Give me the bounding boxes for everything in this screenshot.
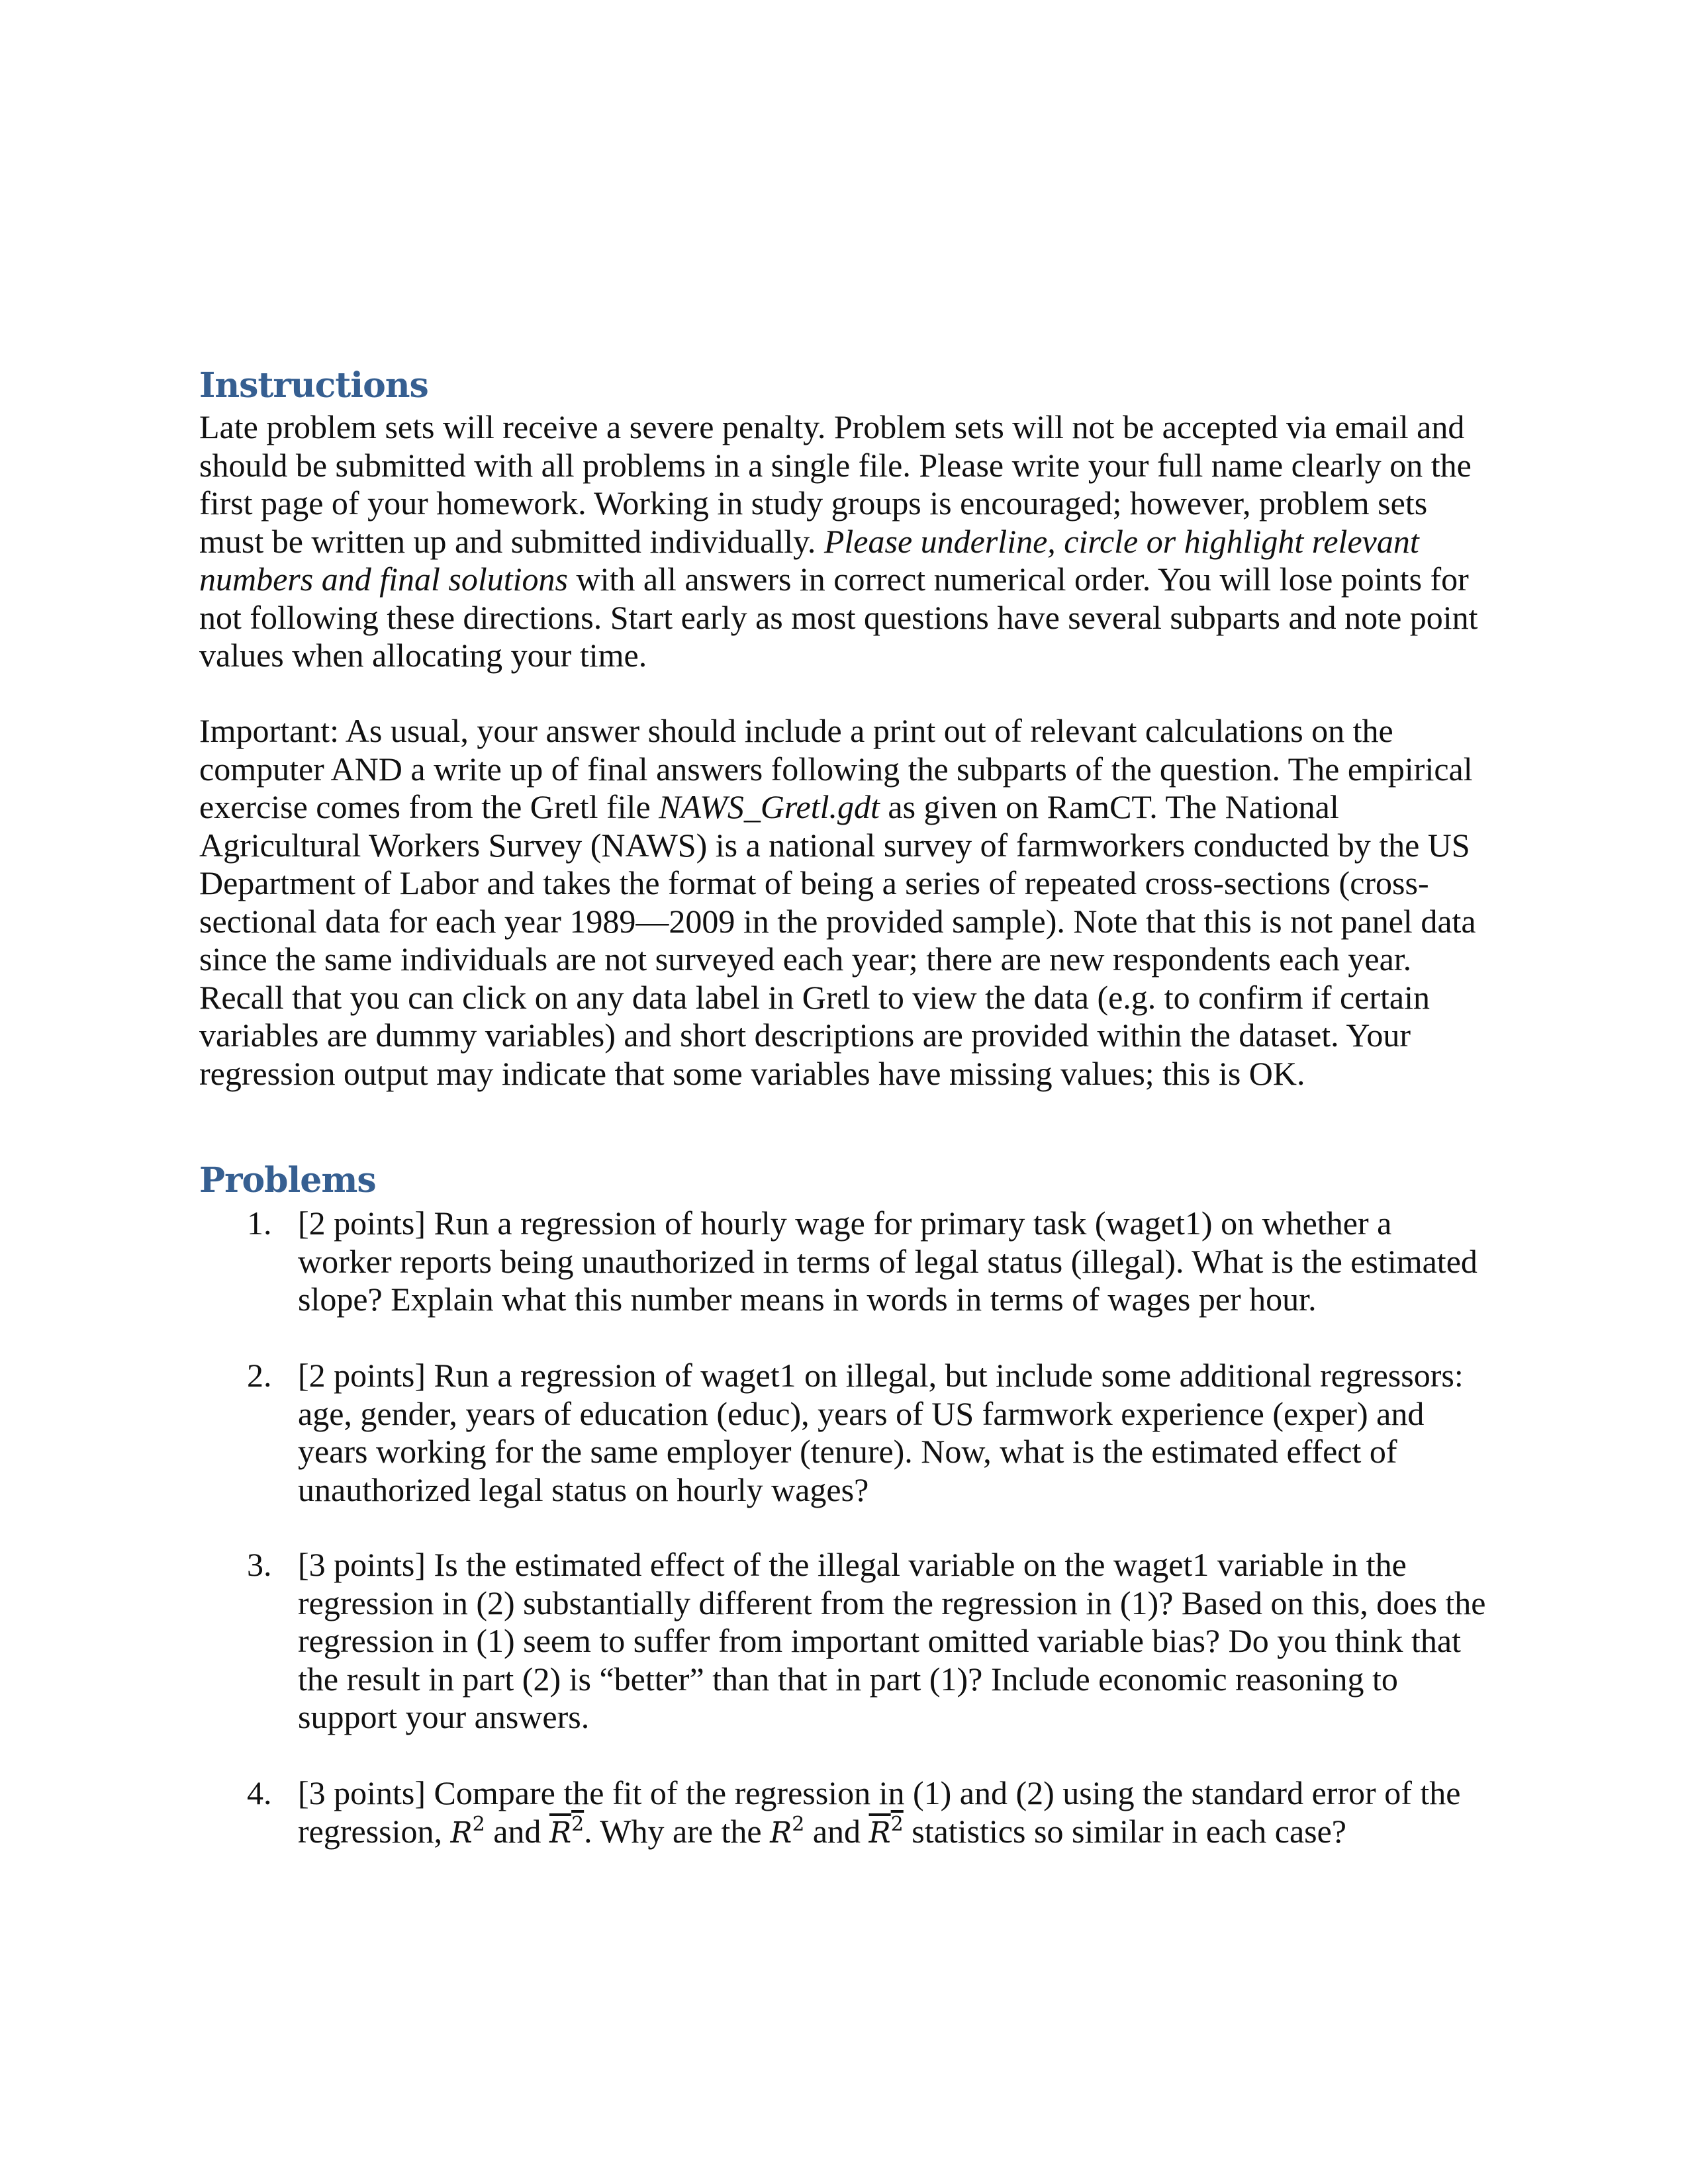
text-segment: unauthorized legal status on hourly wages? bbox=[298, 1471, 869, 1508]
superscript: 2 bbox=[472, 1812, 485, 1836]
text-line bbox=[199, 484, 1478, 523]
text-line bbox=[199, 788, 1476, 827]
text-line bbox=[199, 712, 1476, 751]
text-segment: [2 points] Run a regression of waget1 on illegal, but include some additional regressors: bbox=[298, 1357, 1464, 1394]
text-segment: not following these directions. Start early as most questions have several subparts and note point bbox=[199, 598, 1478, 636]
text-segment: regression in (2) substantially different from the regression in (1)? Based on this, does the bbox=[298, 1584, 1486, 1621]
r-squared-symbol bbox=[770, 1812, 805, 1850]
text-segment: values when allocating your time. bbox=[199, 637, 647, 674]
text-segment: regression output may indicate that some variables have missing values; this is OK. bbox=[199, 1054, 1305, 1092]
text-line bbox=[199, 1017, 1476, 1055]
superscript: 2 bbox=[792, 1812, 805, 1836]
r-squared-symbol bbox=[450, 1812, 485, 1850]
text-line bbox=[199, 864, 1476, 903]
text-segment: since the same individuals are not surveyed each year; there are new respondents each year. bbox=[199, 940, 1412, 978]
text-line bbox=[199, 408, 1478, 447]
text-line bbox=[199, 637, 1478, 675]
math-variable: R bbox=[868, 1815, 891, 1850]
text-line bbox=[298, 1433, 1464, 1471]
math-variable: R bbox=[450, 1815, 473, 1850]
text-segment: regression, bbox=[298, 1812, 451, 1850]
text-line bbox=[298, 1584, 1485, 1623]
text-segment: Department of Labor and takes the format of being a series of repeated cross-sections (cross- bbox=[199, 864, 1429, 901]
superscript: 2 bbox=[890, 1812, 904, 1836]
r-squared-bar-symbol bbox=[549, 1812, 585, 1850]
text-segment: computer AND a write up of final answers following the subparts of the question. The empirical bbox=[199, 750, 1473, 788]
problem-number: 3. bbox=[247, 1546, 272, 1583]
r-squared-bar-symbol bbox=[868, 1812, 904, 1850]
text-segment: worker reports being unauthorized in terms of legal status (illegal). What is the estimated bbox=[298, 1242, 1477, 1280]
text-line bbox=[199, 447, 1478, 485]
text-line bbox=[199, 561, 1478, 599]
text-line bbox=[298, 1471, 1464, 1510]
italic-text: Please underline, circle or highlight relevant bbox=[823, 522, 1419, 560]
problem-number: 4. bbox=[247, 1774, 272, 1811]
text-segment: and bbox=[485, 1812, 549, 1850]
text-segment: Agricultural Workers Survey (NAWS) is a national survey of farmworkers conducted by the US bbox=[199, 826, 1470, 864]
math-variable: R bbox=[549, 1815, 572, 1850]
text-line bbox=[298, 1205, 1477, 1243]
math-variable: R bbox=[770, 1815, 792, 1850]
text-line bbox=[298, 1774, 1460, 1813]
problem-item bbox=[298, 1357, 1464, 1509]
text-segment: exercise comes from the Gretl file bbox=[199, 788, 659, 825]
text-segment: slope? Explain what this number means in words in terms of wages per hour. bbox=[298, 1281, 1317, 1318]
text-segment: [3 points] Compare the fit of the regression in (1) and (2) using the standard error of the bbox=[298, 1774, 1461, 1811]
text-segment: Important: As usual, your answer should include a print out of relevant calculations on the bbox=[199, 712, 1393, 749]
text-line bbox=[298, 1546, 1485, 1584]
text-segment: first page of your homework. Working in study groups is encouraged; however, problem sets bbox=[199, 484, 1428, 522]
text-line bbox=[298, 1813, 1460, 1851]
text-segment: regression in (1) seem to suffer from important omitted variable bias? Do you think that bbox=[298, 1622, 1461, 1659]
problem-item bbox=[298, 1774, 1460, 1850]
text-segment: support your answers. bbox=[298, 1698, 590, 1735]
text-line bbox=[199, 827, 1476, 865]
text-line bbox=[199, 979, 1476, 1017]
text-segment: must be written up and submitted individually. bbox=[199, 522, 824, 560]
problem-number: 2. bbox=[247, 1357, 272, 1394]
text-segment: age, gender, years of education (educ), years of US farmwork experience (exper) and bbox=[298, 1394, 1425, 1432]
italic-text: numbers and final solutions bbox=[199, 561, 568, 598]
text-line bbox=[199, 1055, 1476, 1093]
text-segment: the result in part (2) is “better” than that in part (1)? Include economic reasoning to bbox=[298, 1660, 1398, 1698]
text-line bbox=[298, 1698, 1485, 1737]
text-segment: statistics so similar in each case? bbox=[903, 1812, 1347, 1850]
problems-heading: Problems bbox=[199, 1160, 376, 1201]
text-line bbox=[199, 523, 1478, 561]
text-segment: Recall that you can click on any data label in Gretl to view the data (e.g. to confirm if certain bbox=[199, 978, 1430, 1016]
italic-text: NAWS_Gretl.gdt bbox=[659, 788, 880, 825]
text-segment: [3 points] Is the estimated effect of the illegal variable on the waget1 variable in the bbox=[298, 1546, 1407, 1583]
text-line bbox=[199, 903, 1476, 941]
problem-item bbox=[298, 1546, 1485, 1737]
text-line bbox=[199, 940, 1476, 979]
text-segment: Late problem sets will receive a severe penalty. Problem sets will not be accepted via email and bbox=[199, 408, 1465, 445]
superscript: 2 bbox=[571, 1812, 585, 1836]
text-segment: [2 points] Run a regression of hourly wage for primary task (waget1) on whether a bbox=[298, 1205, 1392, 1242]
text-segment: and bbox=[804, 1812, 869, 1850]
text-line bbox=[298, 1243, 1477, 1281]
instructions-paragraph bbox=[199, 408, 1478, 675]
problem-item bbox=[298, 1205, 1477, 1319]
important-paragraph bbox=[199, 712, 1476, 1093]
text-line bbox=[298, 1395, 1464, 1433]
text-segment: variables are dummy variables) and short descriptions are provided within the dataset. Your bbox=[199, 1017, 1411, 1054]
text-segment: . Why are the bbox=[584, 1812, 771, 1850]
text-line bbox=[298, 1281, 1477, 1319]
text-line bbox=[298, 1661, 1485, 1699]
text-line bbox=[298, 1357, 1464, 1395]
problem-number: 1. bbox=[247, 1205, 272, 1242]
text-line bbox=[199, 751, 1476, 789]
text-segment: should be submitted with all problems in a single file. Please write your full name clearly on the bbox=[199, 446, 1472, 484]
text-segment: years working for the same employer (tenure). Now, what is the estimated effect of bbox=[298, 1433, 1397, 1470]
text-line bbox=[199, 599, 1478, 637]
text-line bbox=[298, 1622, 1485, 1661]
text-segment: as given on RamCT. The National bbox=[879, 788, 1339, 825]
instructions-heading: Instructions bbox=[199, 365, 428, 406]
text-segment: with all answers in correct numerical order. You will lose points for bbox=[567, 561, 1469, 598]
text-segment: sectional data for each year 1989—2009 in the provided sample). Note that this is not panel data bbox=[199, 902, 1476, 940]
